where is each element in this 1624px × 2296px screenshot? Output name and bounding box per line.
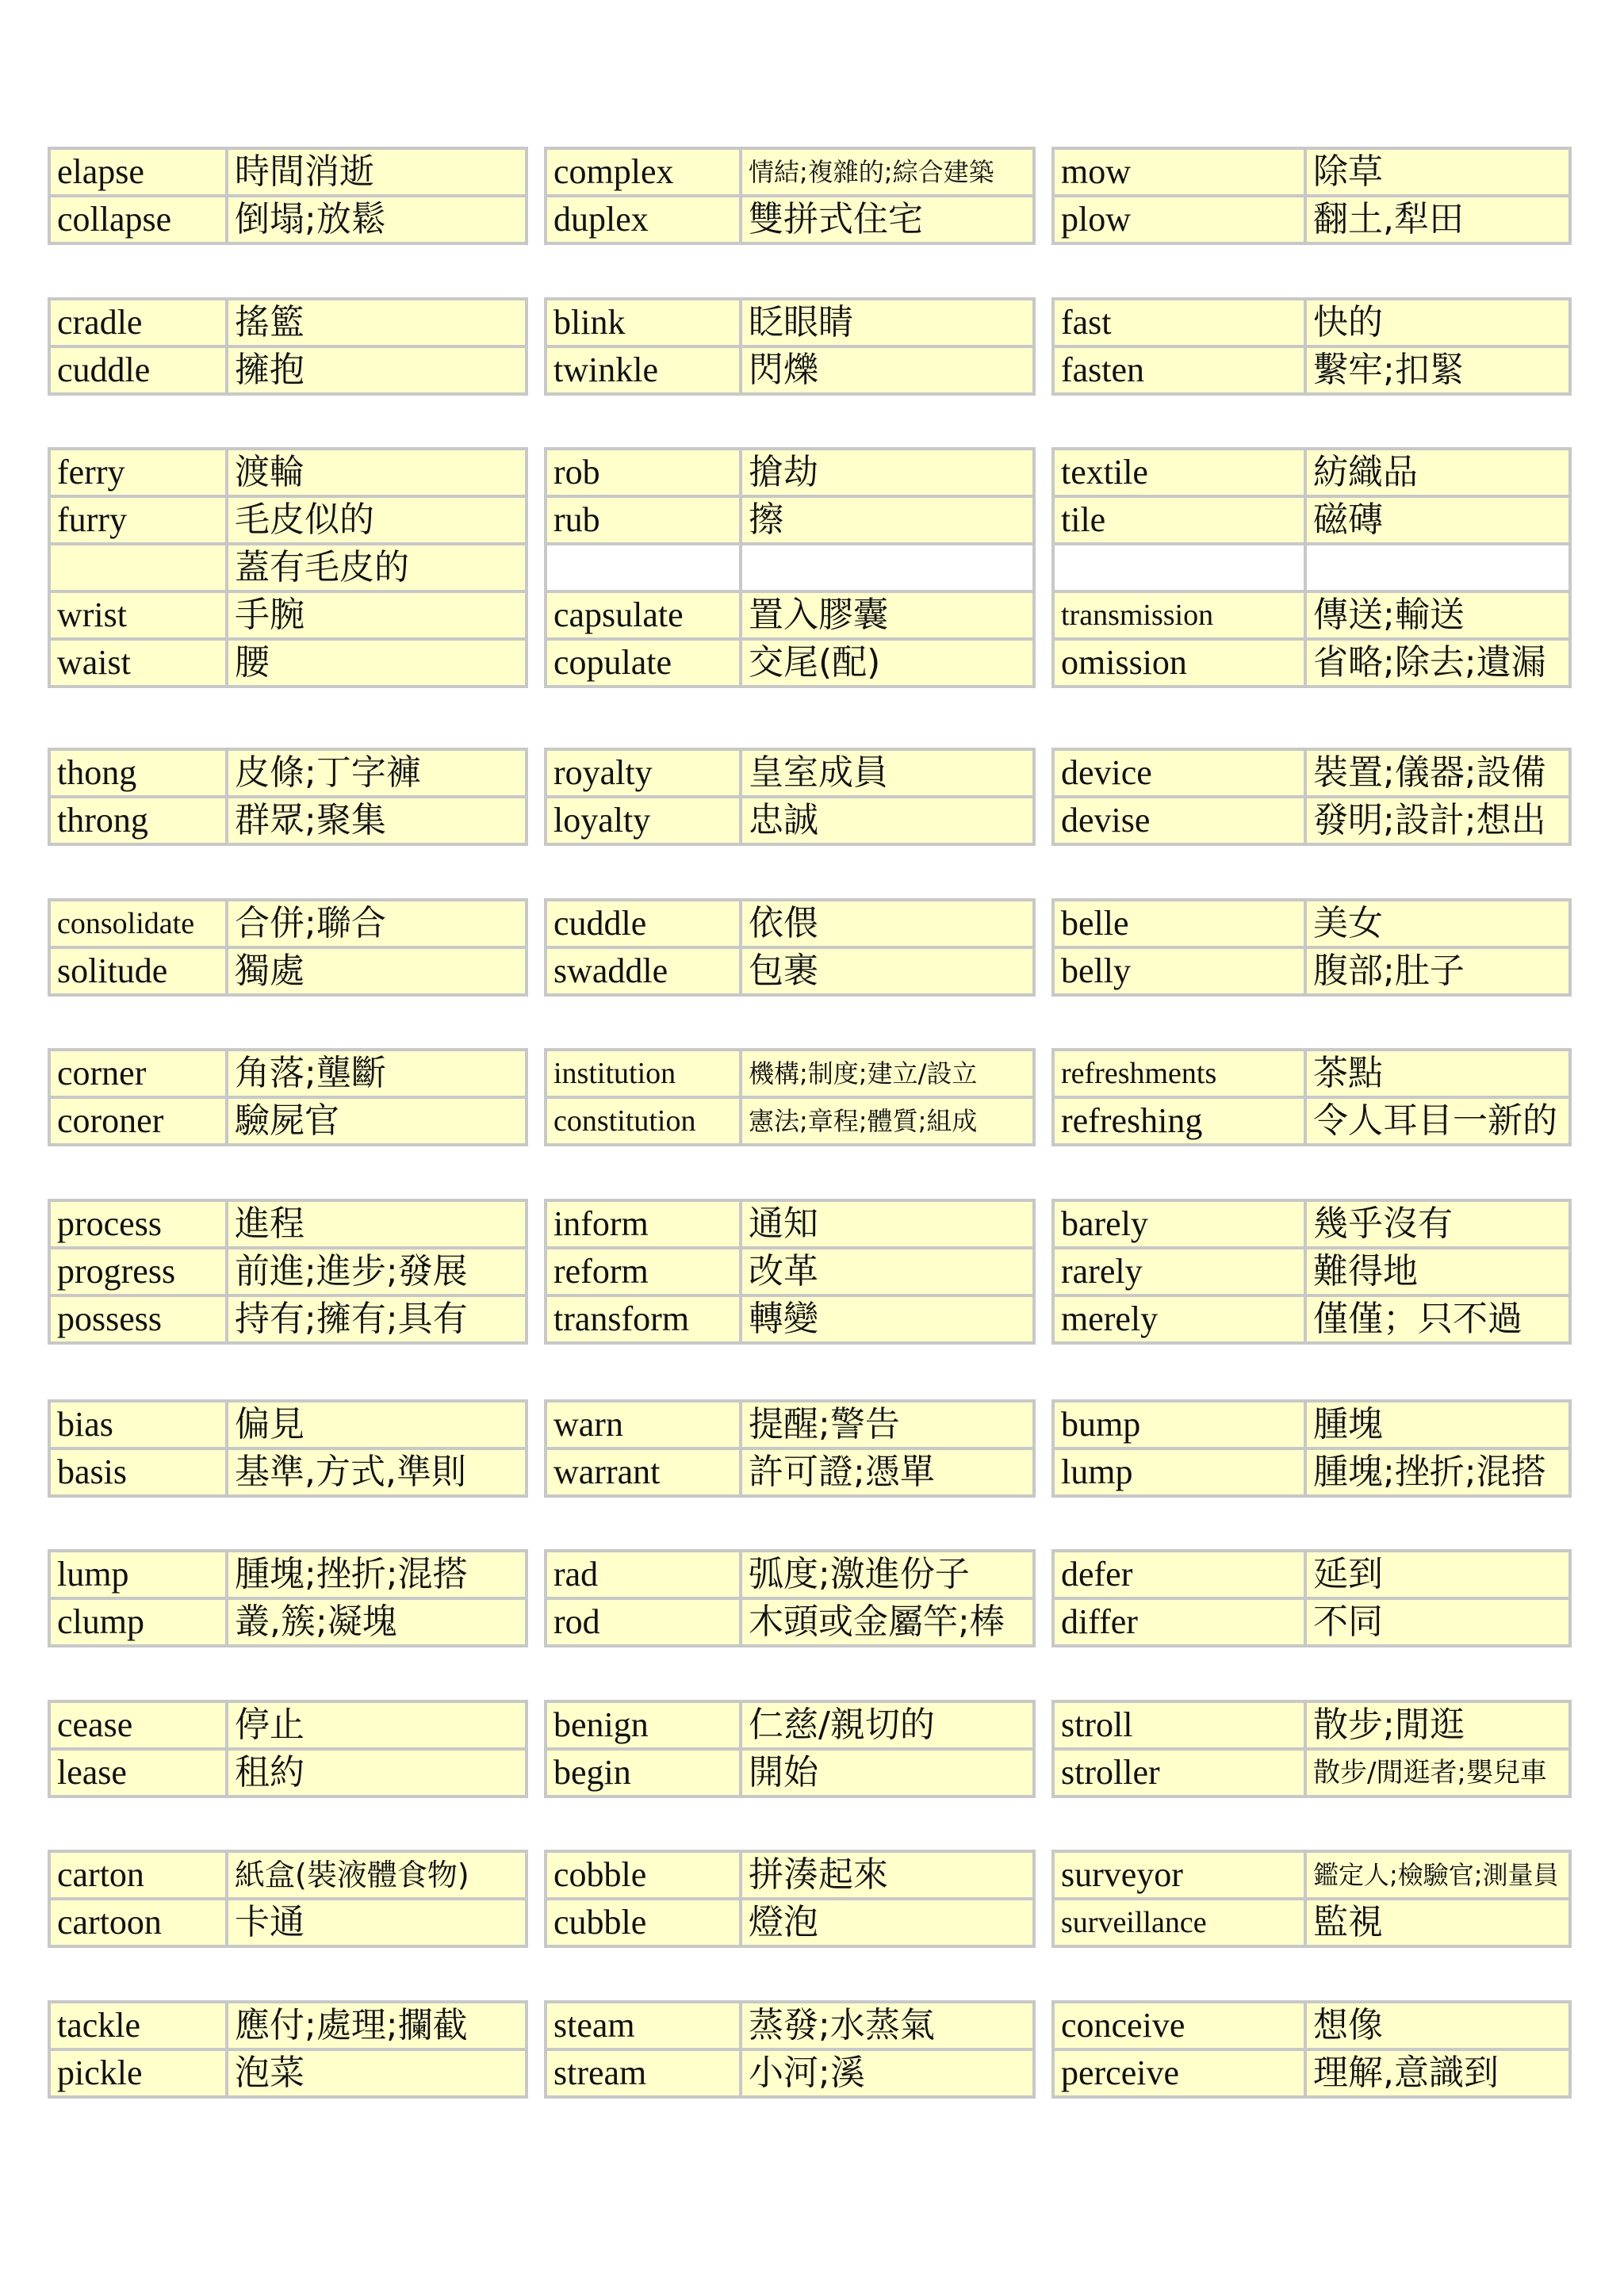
word-row xyxy=(546,1551,1034,1598)
word-row xyxy=(546,2002,1034,2049)
word-row xyxy=(1053,299,1570,346)
english-word: differ xyxy=(1053,1598,1305,1646)
chinese-meaning: 仁慈/親切的 xyxy=(741,1701,1034,1749)
english-word: inform xyxy=(546,1200,741,1248)
chinese-meaning: 擁抱 xyxy=(227,346,527,394)
chinese-meaning: 拼湊起來 xyxy=(741,1851,1034,1899)
word-row xyxy=(1053,346,1570,394)
word-card xyxy=(48,1399,528,1498)
word-row xyxy=(546,196,1034,243)
english-word: cuddle xyxy=(49,346,227,394)
word-row xyxy=(1053,2049,1570,2097)
word-row xyxy=(1053,544,1570,591)
english-word: twinkle xyxy=(546,346,741,394)
english-word: wrist xyxy=(49,591,227,639)
english-word: barely xyxy=(1053,1200,1305,1248)
word-card xyxy=(1051,147,1572,245)
word-row xyxy=(546,591,1034,639)
english-word: lump xyxy=(49,1551,227,1598)
chinese-meaning: 鑑定人;檢驗官;測量員 xyxy=(1305,1851,1570,1899)
chinese-meaning: 弧度;激進份子 xyxy=(741,1551,1034,1598)
chinese-meaning: 轉變 xyxy=(741,1295,1034,1343)
chinese-meaning: 擦 xyxy=(741,496,1034,544)
english-word: tile xyxy=(1053,496,1305,544)
word-card xyxy=(1051,1399,1572,1498)
word-card xyxy=(544,447,1036,688)
english-word: basis xyxy=(49,1448,227,1496)
word-row xyxy=(49,1295,527,1343)
english-word: elapse xyxy=(49,148,227,196)
word-row xyxy=(546,1200,1034,1248)
chinese-meaning: 許可證;憑單 xyxy=(741,1448,1034,1496)
word-card xyxy=(48,1199,528,1345)
word-row xyxy=(49,2049,527,2097)
english-word: consolidate xyxy=(49,900,227,947)
word-card xyxy=(544,898,1036,997)
english-word: warn xyxy=(546,1401,741,1448)
word-row xyxy=(546,797,1034,844)
english-word: reform xyxy=(546,1248,741,1295)
chinese-meaning: 搶劫 xyxy=(741,449,1034,496)
english-word: belle xyxy=(1053,900,1305,947)
word-card xyxy=(48,297,528,396)
english-word: possess xyxy=(49,1295,227,1343)
english-word: rarely xyxy=(1053,1248,1305,1295)
word-row xyxy=(546,947,1034,995)
english-word: tackle xyxy=(49,2002,227,2049)
chinese-meaning: 依偎 xyxy=(741,900,1034,947)
chinese-meaning: 租約 xyxy=(227,1749,527,1797)
english-word: complex xyxy=(546,148,741,196)
chinese-meaning: 前進;進步;發展 xyxy=(227,1248,527,1295)
chinese-meaning: 紡織品 xyxy=(1305,449,1570,496)
english-word: bump xyxy=(1053,1401,1305,1448)
word-card xyxy=(544,1048,1036,1146)
chinese-meaning: 提醒;警告 xyxy=(741,1401,1034,1448)
word-row xyxy=(546,1749,1034,1797)
word-row xyxy=(49,1598,527,1646)
chinese-meaning: 幾乎沒有 xyxy=(1305,1200,1570,1248)
word-row xyxy=(546,1598,1034,1646)
word-row xyxy=(49,900,527,947)
english-word: refreshing xyxy=(1053,1097,1305,1145)
word-card xyxy=(544,1199,1036,1345)
chinese-meaning: 通知 xyxy=(741,1200,1034,1248)
english-word: rob xyxy=(546,449,741,496)
english-word: cobble xyxy=(546,1851,741,1899)
chinese-meaning: 小河;溪 xyxy=(741,2049,1034,2097)
english-word: clump xyxy=(49,1598,227,1646)
word-row xyxy=(49,1749,527,1797)
english-word: defer xyxy=(1053,1551,1305,1598)
word-card xyxy=(544,1700,1036,1798)
english-word: copulate xyxy=(546,639,741,687)
word-row xyxy=(546,1701,1034,1749)
english-word: collapse xyxy=(49,196,227,243)
chinese-meaning: 渡輪 xyxy=(227,449,527,496)
chinese-meaning: 手腕 xyxy=(227,591,527,639)
word-card xyxy=(544,147,1036,245)
word-card xyxy=(1051,1700,1572,1798)
word-row xyxy=(1053,1097,1570,1145)
chinese-meaning: 燈泡 xyxy=(741,1899,1034,1946)
chinese-meaning: 令人耳目一新的 xyxy=(1305,1097,1570,1145)
word-row xyxy=(1053,900,1570,947)
english-word: textile xyxy=(1053,449,1305,496)
word-row xyxy=(49,591,527,639)
english-word: benign xyxy=(546,1701,741,1749)
word-row xyxy=(1053,2002,1570,2049)
english-word: thong xyxy=(49,749,227,797)
word-row xyxy=(1053,1448,1570,1496)
chinese-meaning: 時間消逝 xyxy=(227,148,527,196)
english-word: carton xyxy=(49,1851,227,1899)
word-row xyxy=(49,148,527,196)
english-word: refreshments xyxy=(1053,1050,1305,1097)
chinese-meaning: 應付;處理;攔截 xyxy=(227,2002,527,2049)
english-word: process xyxy=(49,1200,227,1248)
word-row xyxy=(1053,749,1570,797)
english-word: loyalty xyxy=(546,797,741,844)
word-row xyxy=(546,1401,1034,1448)
chinese-meaning xyxy=(1305,544,1570,591)
word-card xyxy=(544,748,1036,846)
word-card xyxy=(544,2000,1036,2099)
chinese-meaning: 進程 xyxy=(227,1200,527,1248)
word-row xyxy=(49,947,527,995)
chinese-meaning: 雙拼式住宅 xyxy=(741,196,1034,243)
english-word: waist xyxy=(49,639,227,687)
chinese-meaning: 憲法;章程;體質;組成 xyxy=(741,1097,1034,1145)
english-word: bias xyxy=(49,1401,227,1448)
word-card xyxy=(48,1700,528,1798)
english-word: devise xyxy=(1053,797,1305,844)
word-row xyxy=(546,1295,1034,1343)
english-word: belly xyxy=(1053,947,1305,995)
chinese-meaning: 合併;聯合 xyxy=(227,900,527,947)
word-row xyxy=(1053,1295,1570,1343)
english-word xyxy=(49,544,227,591)
english-word: progress xyxy=(49,1248,227,1295)
chinese-meaning: 紙盒(裝液體食物) xyxy=(227,1851,527,1899)
english-word: fast xyxy=(1053,299,1305,346)
english-word: royalty xyxy=(546,749,741,797)
chinese-meaning: 叢,簇;凝塊 xyxy=(227,1598,527,1646)
chinese-meaning xyxy=(741,544,1034,591)
chinese-meaning: 持有;擁有;具有 xyxy=(227,1295,527,1343)
chinese-meaning: 散步/閒逛者;嬰兒車 xyxy=(1305,1749,1570,1797)
word-row xyxy=(546,1899,1034,1946)
word-card xyxy=(1051,1850,1572,1948)
chinese-meaning: 情結;複雜的;綜合建築 xyxy=(741,148,1034,196)
chinese-meaning: 難得地 xyxy=(1305,1248,1570,1295)
word-row xyxy=(546,1851,1034,1899)
word-row xyxy=(546,900,1034,947)
english-word: plow xyxy=(1053,196,1305,243)
chinese-meaning: 想像 xyxy=(1305,2002,1570,2049)
word-row xyxy=(49,1097,527,1145)
english-word: ferry xyxy=(49,449,227,496)
chinese-meaning: 角落;壟斷 xyxy=(227,1050,527,1097)
word-row xyxy=(49,1551,527,1598)
word-row xyxy=(546,1097,1034,1145)
chinese-meaning: 泡菜 xyxy=(227,2049,527,2097)
english-word: pickle xyxy=(49,2049,227,2097)
word-row xyxy=(49,2002,527,2049)
chinese-meaning: 蒸發;水蒸氣 xyxy=(741,2002,1034,2049)
chinese-meaning: 除草 xyxy=(1305,148,1570,196)
english-word: conceive xyxy=(1053,2002,1305,2049)
word-row xyxy=(1053,449,1570,496)
chinese-meaning: 裝置;儀器;設備 xyxy=(1305,749,1570,797)
word-row xyxy=(1053,148,1570,196)
chinese-meaning: 皇室成員 xyxy=(741,749,1034,797)
word-row xyxy=(49,544,527,591)
english-word: capsulate xyxy=(546,591,741,639)
word-row xyxy=(546,1050,1034,1097)
word-row xyxy=(1053,797,1570,844)
english-word: fasten xyxy=(1053,346,1305,394)
english-word xyxy=(546,544,741,591)
chinese-meaning: 偏見 xyxy=(227,1401,527,1448)
chinese-meaning: 毛皮似的 xyxy=(227,496,527,544)
word-row xyxy=(49,299,527,346)
word-row xyxy=(1053,1598,1570,1646)
english-word: warrant xyxy=(546,1448,741,1496)
english-word: lump xyxy=(1053,1448,1305,1496)
word-card xyxy=(48,1048,528,1146)
chinese-meaning: 倒塌;放鬆 xyxy=(227,196,527,243)
english-word: lease xyxy=(49,1749,227,1797)
word-card xyxy=(48,447,528,688)
english-word: swaddle xyxy=(546,947,741,995)
chinese-meaning: 快的 xyxy=(1305,299,1570,346)
chinese-meaning: 開始 xyxy=(741,1749,1034,1797)
word-row xyxy=(546,449,1034,496)
english-word: rad xyxy=(546,1551,741,1598)
chinese-meaning: 理解,意識到 xyxy=(1305,2049,1570,2097)
chinese-meaning: 獨處 xyxy=(227,947,527,995)
word-row xyxy=(546,544,1034,591)
word-row xyxy=(49,639,527,687)
word-row xyxy=(49,1200,527,1248)
chinese-meaning: 交尾(配) xyxy=(741,639,1034,687)
chinese-meaning: 停止 xyxy=(227,1701,527,1749)
word-card xyxy=(544,1399,1036,1498)
word-card xyxy=(1051,898,1572,997)
chinese-meaning: 眨眼睛 xyxy=(741,299,1034,346)
english-word: stream xyxy=(546,2049,741,2097)
english-word: rub xyxy=(546,496,741,544)
chinese-meaning: 機構;制度;建立/設立 xyxy=(741,1050,1034,1097)
word-row xyxy=(546,2049,1034,2097)
chinese-meaning: 基準,方式,準則 xyxy=(227,1448,527,1496)
english-word: constitution xyxy=(546,1097,741,1145)
word-row xyxy=(546,148,1034,196)
chinese-meaning: 監視 xyxy=(1305,1899,1570,1946)
word-card xyxy=(1051,447,1572,688)
chinese-meaning: 腰 xyxy=(227,639,527,687)
word-row xyxy=(49,1050,527,1097)
word-card xyxy=(544,297,1036,396)
word-row xyxy=(546,299,1034,346)
word-row xyxy=(1053,1551,1570,1598)
word-row xyxy=(49,196,527,243)
english-word: furry xyxy=(49,496,227,544)
word-card xyxy=(1051,1199,1572,1345)
chinese-meaning: 不同 xyxy=(1305,1598,1570,1646)
chinese-meaning: 茶點 xyxy=(1305,1050,1570,1097)
chinese-meaning: 改革 xyxy=(741,1248,1034,1295)
word-row xyxy=(49,449,527,496)
chinese-meaning: 群眾;聚集 xyxy=(227,797,527,844)
english-word: omission xyxy=(1053,639,1305,687)
chinese-meaning: 磁磚 xyxy=(1305,496,1570,544)
word-card xyxy=(1051,748,1572,846)
word-card xyxy=(544,1549,1036,1647)
word-row xyxy=(49,1448,527,1496)
english-word: coroner xyxy=(49,1097,227,1145)
word-card xyxy=(1051,1048,1572,1146)
chinese-meaning: 僅僅；只不過 xyxy=(1305,1295,1570,1343)
word-row xyxy=(1053,1050,1570,1097)
english-word: merely xyxy=(1053,1295,1305,1343)
word-card xyxy=(48,1850,528,1948)
chinese-meaning: 腹部;肚子 xyxy=(1305,947,1570,995)
word-row xyxy=(1053,196,1570,243)
word-card xyxy=(544,1850,1036,1948)
word-row xyxy=(1053,1851,1570,1899)
english-word: stroller xyxy=(1053,1749,1305,1797)
english-word: surveyor xyxy=(1053,1851,1305,1899)
word-row xyxy=(1053,591,1570,639)
word-row xyxy=(49,749,527,797)
word-row xyxy=(546,639,1034,687)
word-card xyxy=(1051,2000,1572,2099)
word-card xyxy=(48,898,528,997)
word-card xyxy=(48,748,528,846)
word-row xyxy=(546,749,1034,797)
chinese-meaning: 延到 xyxy=(1305,1551,1570,1598)
english-word: cartoon xyxy=(49,1899,227,1946)
chinese-meaning: 省略;除去;遺漏 xyxy=(1305,639,1570,687)
chinese-meaning: 美女 xyxy=(1305,900,1570,947)
word-row xyxy=(1053,1401,1570,1448)
word-row xyxy=(1053,1899,1570,1946)
chinese-meaning: 繫牢;扣緊 xyxy=(1305,346,1570,394)
word-row xyxy=(1053,1749,1570,1797)
english-word: solitude xyxy=(49,947,227,995)
word-row xyxy=(1053,496,1570,544)
chinese-meaning: 包裹 xyxy=(741,947,1034,995)
word-card xyxy=(1051,297,1572,396)
english-word: stroll xyxy=(1053,1701,1305,1749)
chinese-meaning: 置入膠囊 xyxy=(741,591,1034,639)
word-row xyxy=(1053,947,1570,995)
word-row xyxy=(49,1701,527,1749)
english-word: transmission xyxy=(1053,591,1305,639)
english-word: mow xyxy=(1053,148,1305,196)
english-word: cradle xyxy=(49,299,227,346)
english-word: cuddle xyxy=(546,900,741,947)
word-row xyxy=(49,496,527,544)
english-word: surveillance xyxy=(1053,1899,1305,1946)
chinese-meaning: 閃爍 xyxy=(741,346,1034,394)
chinese-meaning: 腫塊 xyxy=(1305,1401,1570,1448)
english-word: cease xyxy=(49,1701,227,1749)
english-word: begin xyxy=(546,1749,741,1797)
english-word: perceive xyxy=(1053,2049,1305,2097)
english-word: duplex xyxy=(546,196,741,243)
english-word: device xyxy=(1053,749,1305,797)
word-row xyxy=(1053,1248,1570,1295)
word-row xyxy=(49,797,527,844)
chinese-meaning: 卡通 xyxy=(227,1899,527,1946)
word-row xyxy=(49,346,527,394)
chinese-meaning: 腫塊;挫折;混搭 xyxy=(1305,1448,1570,1496)
word-row xyxy=(1053,1200,1570,1248)
word-row xyxy=(1053,639,1570,687)
english-word: cubble xyxy=(546,1899,741,1946)
english-word: throng xyxy=(49,797,227,844)
word-row xyxy=(1053,1701,1570,1749)
chinese-meaning: 蓋有毛皮的 xyxy=(227,544,527,591)
english-word: blink xyxy=(546,299,741,346)
chinese-meaning: 木頭或金屬竿;棒 xyxy=(741,1598,1034,1646)
chinese-meaning: 發明;設計;想出 xyxy=(1305,797,1570,844)
english-word: corner xyxy=(49,1050,227,1097)
word-row xyxy=(49,1248,527,1295)
chinese-meaning: 散步;閒逛 xyxy=(1305,1701,1570,1749)
chinese-meaning: 翻土,犁田 xyxy=(1305,196,1570,243)
word-card xyxy=(48,2000,528,2099)
word-row xyxy=(546,1248,1034,1295)
chinese-meaning: 皮條;丁字褲 xyxy=(227,749,527,797)
chinese-meaning: 傳送;輸送 xyxy=(1305,591,1570,639)
word-row xyxy=(49,1899,527,1946)
word-card xyxy=(1051,1549,1572,1647)
chinese-meaning: 腫塊;挫折;混搭 xyxy=(227,1551,527,1598)
word-row xyxy=(546,1448,1034,1496)
chinese-meaning: 忠誠 xyxy=(741,797,1034,844)
word-row xyxy=(546,496,1034,544)
english-word: transform xyxy=(546,1295,741,1343)
chinese-meaning: 搖籃 xyxy=(227,299,527,346)
word-row xyxy=(49,1851,527,1899)
english-word: steam xyxy=(546,2002,741,2049)
english-word: institution xyxy=(546,1050,741,1097)
word-card xyxy=(48,147,528,245)
chinese-meaning: 驗屍官 xyxy=(227,1097,527,1145)
word-row xyxy=(546,346,1034,394)
word-card xyxy=(48,1549,528,1647)
word-row xyxy=(49,1401,527,1448)
english-word: rod xyxy=(546,1598,741,1646)
english-word xyxy=(1053,544,1305,591)
